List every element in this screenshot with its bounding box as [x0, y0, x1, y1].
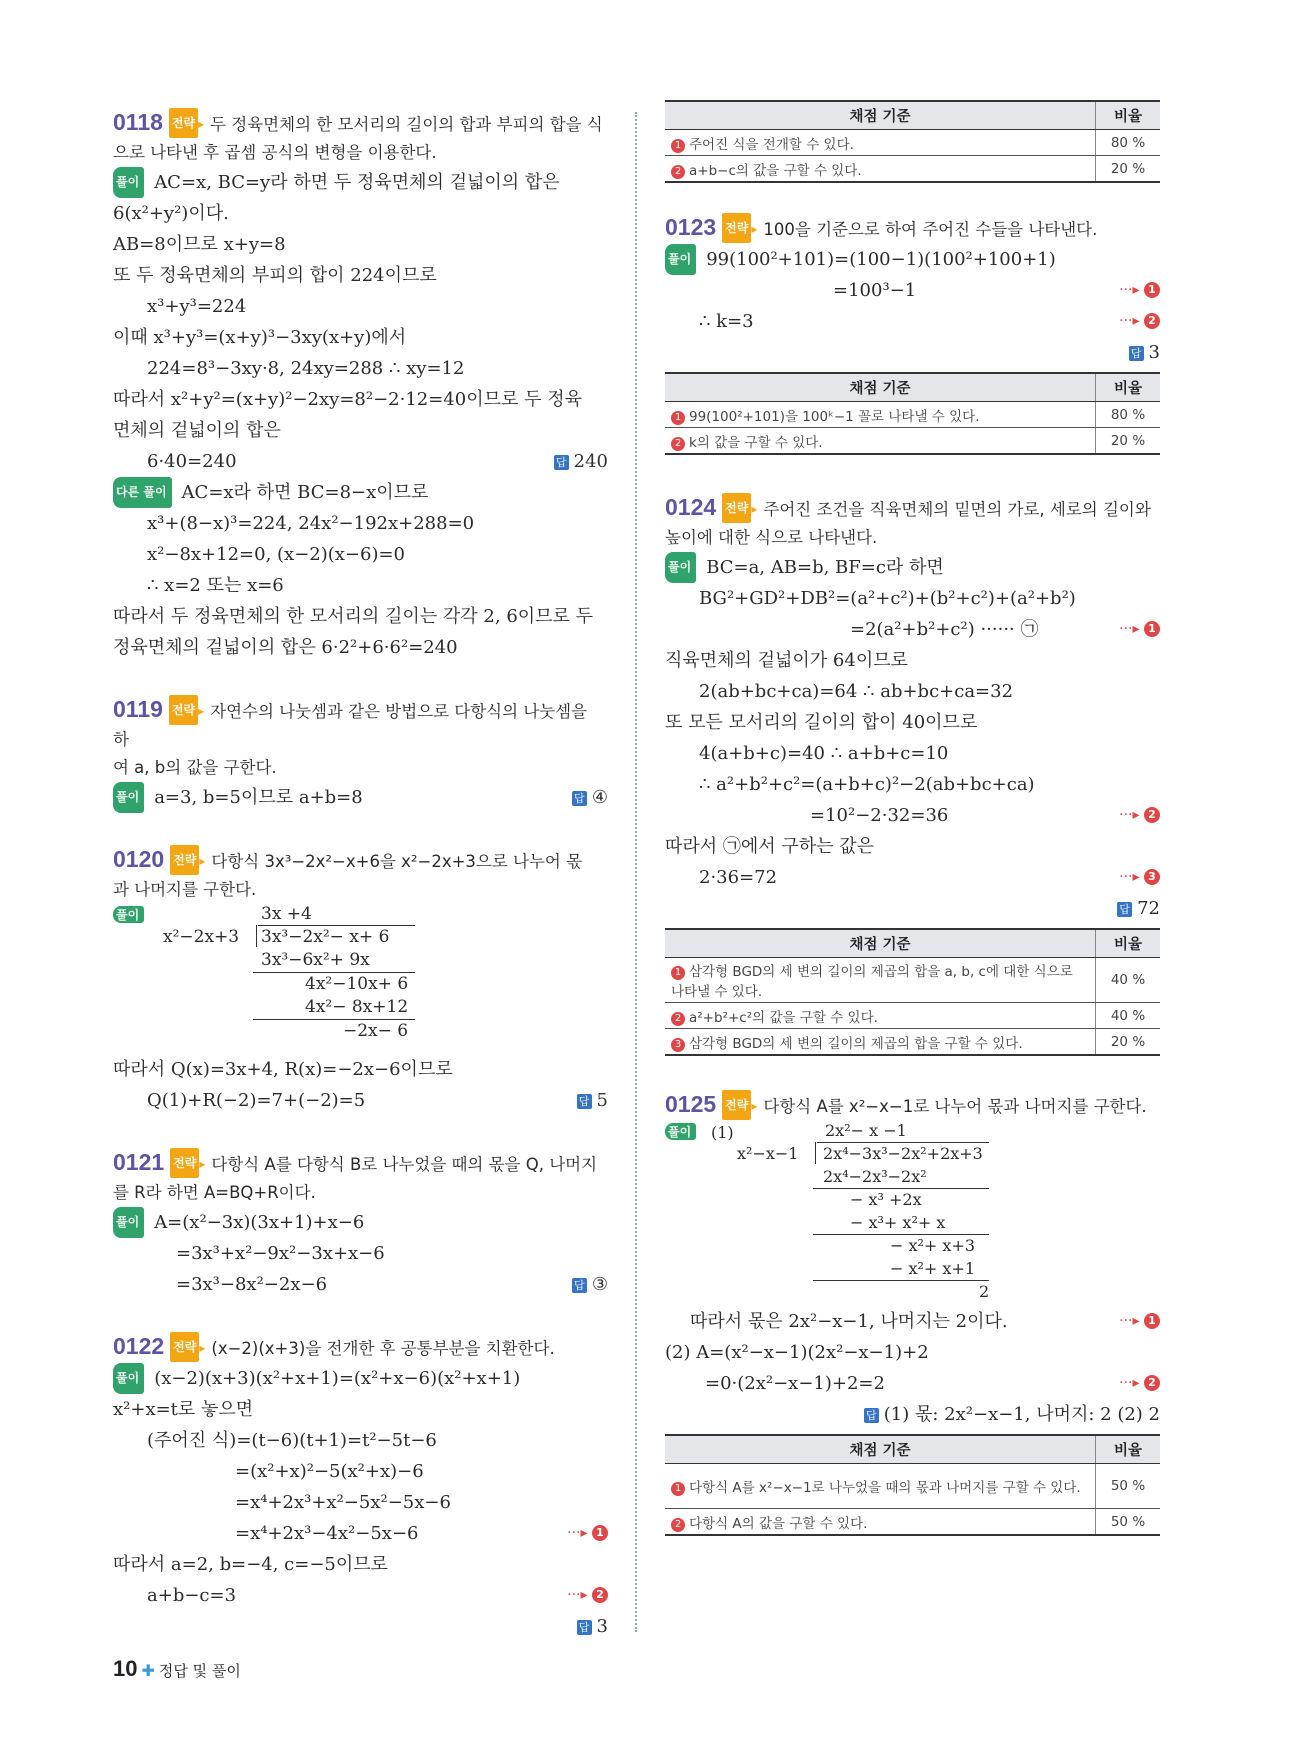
step-mark-2 [1119, 800, 1160, 831]
grading-table-0123 [665, 372, 1160, 455]
dots-icon: ···▸ [567, 1525, 588, 1541]
dots-icon: ···▸ [1119, 621, 1140, 637]
dividend: 2x⁴−3x³−2x²+2x+3 [823, 1144, 983, 1163]
step-mark-2 [567, 1580, 608, 1611]
step-2-icon: 2 [671, 437, 685, 451]
page-footer [113, 1656, 241, 1682]
arrow-icon: ▸ [199, 1157, 206, 1171]
alt-solution-tag: 다른 풀이 [113, 477, 172, 508]
answer-value: ③ [591, 1274, 608, 1295]
step-2-icon: 2 [671, 1518, 685, 1532]
strategy-text: 여 a, b의 값을 구한다. [113, 758, 277, 777]
grading-pct: 20 % [1096, 156, 1161, 183]
plus-icon: ✚ [141, 1663, 155, 1680]
grading-header-pct: 비율 [1096, 929, 1161, 958]
step-mark-2 [1119, 306, 1160, 337]
grading-header: 채점 기준 [665, 101, 1096, 130]
problem-0118 [113, 108, 608, 663]
solution-line: =3x³+x²−9x²−3x+x−6 [176, 1243, 385, 1264]
solution-line: BC=a, AB=b, BF=c라 하면 [706, 557, 944, 578]
solution-tag: 풀이 [665, 552, 696, 583]
step-1-icon: 1 [671, 1482, 685, 1496]
grading-header-pct: 비율 [1096, 1435, 1161, 1464]
solution-tag: 풀이 [113, 906, 144, 923]
step-mark-1 [1119, 614, 1160, 645]
solution-line: a=3, b=5이므로 a+b=8 [154, 787, 363, 808]
dots-icon: ···▸ [1119, 1313, 1140, 1329]
solution-line: (x−2)(x+3)(x²+x+1)=(x²+x−6)(x²+x+1) [154, 1368, 521, 1389]
problem-0121 [113, 1148, 608, 1300]
problem-number: 0125 [665, 1091, 717, 1117]
solution-line: 2(ab+bc+ca)=64 ∴ ab+bc+ca=32 [699, 681, 1014, 702]
strategy-text: 100을 기준으로 하여 주어진 수들을 나타낸다. [763, 220, 1098, 239]
solution-line: 또 모든 모서리의 길이의 합이 40이므로 [665, 712, 978, 733]
grading-header-pct: 비율 [1096, 373, 1161, 402]
answer-icon: 답 [572, 791, 587, 806]
problem-0120 [113, 845, 608, 1116]
solution-tag: 풀이 [113, 167, 144, 198]
divisor: x²−2x+3 [163, 927, 240, 947]
strategy-text: 으로 나타낸 후 곱셈 공식의 변형을 이용한다. [113, 143, 437, 162]
strategy-text: 다항식 A를 다항식 B로 나누었을 때의 몫을 Q, 나머지 [211, 1155, 598, 1174]
solution-line: 이때 x³+y³=(x+y)³−3xy(x+y)에서 [113, 327, 407, 348]
step-mark-1 [567, 1518, 608, 1549]
step-1-icon: 1 [1144, 1313, 1160, 1329]
answer-icon: 답 [864, 1408, 879, 1423]
problem-0123 [665, 213, 1160, 368]
grading-pct: 40 % [1096, 958, 1161, 1003]
division-row: 2 [979, 1282, 990, 1301]
grading-criterion: 99(100²+101)을 100ᵏ−1 꼴로 나타낼 수 있다. [689, 408, 980, 425]
answer-value: 3 [596, 1616, 608, 1637]
left-column [113, 108, 608, 1674]
strategy-text: 높이에 대한 식으로 나타낸다. [665, 528, 878, 547]
grading-pct: 80 % [1096, 130, 1161, 156]
solution-line: ∴ x=2 또는 x=6 [147, 575, 284, 596]
solution-tag: 풀이 [665, 244, 696, 275]
grading-pct: 40 % [1096, 1003, 1161, 1029]
strategy-text: (x−2)(x+3)을 전개한 후 공통부분을 치환한다. [211, 1339, 555, 1358]
solution-line: =(x²+x)²−5(x²+x)−6 [235, 1461, 424, 1482]
grading-criterion: 다항식 A의 값을 구할 수 있다. [689, 1515, 868, 1532]
problem-0122 [113, 1332, 608, 1642]
solution-line: x³+y³=224 [147, 296, 247, 317]
solution-line: 99(100²+101)=(100−1)(100²+100+1) [706, 249, 1056, 270]
solution-tag: 풀이 [113, 1363, 144, 1394]
answer-value: ④ [591, 787, 608, 808]
arrow-icon: ▸ [198, 704, 205, 718]
step-1-icon: 1 [1144, 282, 1160, 298]
answer-icon: 답 [554, 455, 569, 470]
solution-line: 224=8³−3xy·8, 24xy=288 ∴ xy=12 [147, 358, 465, 379]
solution-line: x²+x=t로 놓으면 [113, 1399, 254, 1420]
division-row: 2x⁴−2x³−2x² [823, 1167, 927, 1186]
arrow-icon: ▸ [199, 854, 206, 868]
step-1-icon: 1 [671, 966, 685, 980]
solution-line: 따라서 몫은 2x²−x−1, 나머지는 2이다. [690, 1311, 1008, 1332]
division-row: − x³ +2x [850, 1190, 922, 1209]
answer-value: 3 [1148, 342, 1160, 363]
column-divider [635, 112, 637, 1632]
step-1-icon: 1 [671, 139, 685, 153]
solution-line: Q(1)+R(−2)=7+(−2)=5 [147, 1090, 366, 1111]
answer-value: 72 [1137, 898, 1160, 919]
problem-number: 0123 [665, 214, 717, 240]
solution-line: x²−8x+12=0, (x−2)(x−6)=0 [147, 544, 406, 565]
answer [572, 782, 608, 813]
arrow-icon: ▸ [751, 222, 758, 236]
solution-line: =x⁴+2x³+x²−5x²−5x−6 [235, 1492, 451, 1513]
step-mark-3 [1119, 862, 1160, 893]
division-row: − x²+ x+1 [890, 1259, 976, 1278]
solution-tag: 풀이 [113, 1207, 144, 1238]
dots-icon: ···▸ [1119, 313, 1140, 329]
division-row: −2x− 6 [343, 1021, 409, 1041]
arrow-icon: ▸ [751, 502, 758, 516]
problem-0125 [665, 1090, 1160, 1430]
solution-line: AB=8이므로 x+y=8 [113, 234, 286, 255]
division-row: 3x³−6x²+ 9x [261, 950, 370, 970]
problem-0119 [113, 695, 608, 813]
grading-header: 채점 기준 [665, 373, 1096, 402]
step-2-icon: 2 [671, 165, 685, 179]
solution-line: 따라서 x²+y²=(x+y)²−2xy=8²−2·12=40이므로 두 정육 [113, 389, 582, 410]
solution-line: =0·(2x²−x−1)+2=2 [705, 1373, 885, 1394]
grading-criterion: a+b−c의 값을 구할 수 있다. [689, 162, 862, 179]
answer-icon: 답 [572, 1278, 587, 1293]
problem-number: 0124 [665, 494, 717, 520]
grading-table-0122 [665, 100, 1160, 183]
long-division [665, 1121, 1160, 1306]
grading-header: 채점 기준 [665, 1435, 1096, 1464]
grading-pct: 20 % [1096, 428, 1161, 455]
division-row: − x²+ x+3 [890, 1236, 976, 1255]
dots-icon: ···▸ [1119, 807, 1140, 823]
solution-line: a+b−c=3 [147, 1585, 237, 1606]
solution-line: 4(a+b+c)=40 ∴ a+b+c=10 [699, 743, 949, 764]
division-row: 4x²− 8x+12 [305, 997, 409, 1017]
solution-line: 2·36=72 [699, 867, 778, 888]
step-mark-1 [1119, 275, 1160, 306]
step-3-icon: 3 [671, 1038, 685, 1052]
solution-line: =2(a²+b²+c²) ······ ㉠ [850, 619, 1039, 640]
answer-icon: 답 [577, 1094, 592, 1109]
solution-tag: 풀이 [113, 782, 144, 813]
answer [554, 446, 608, 477]
step-2-icon: 2 [1144, 807, 1160, 823]
dividend: 3x³−2x²− x+ 6 [261, 927, 390, 947]
solution-line: 따라서 ㉠에서 구하는 값은 [665, 836, 875, 857]
solution-line: (2) A=(x²−x−1)(2x²−x−1)+2 [665, 1342, 929, 1363]
step-2-icon: 2 [671, 1012, 685, 1026]
step-2-icon: 2 [1144, 1375, 1160, 1391]
answer-value: 240 [573, 451, 608, 472]
solution-line: ∴ k=3 [699, 311, 754, 332]
solution-line: 따라서 Q(x)=3x+4, R(x)=−2x−6이므로 [113, 1059, 453, 1080]
step-2-icon: 2 [592, 1587, 608, 1603]
arrow-icon: ▸ [198, 117, 205, 131]
dots-icon: ···▸ [1119, 1375, 1140, 1391]
grading-criterion: 주어진 식을 전개할 수 있다. [689, 136, 854, 153]
strategy-tag: 전략 [169, 108, 198, 138]
part-label: (1) [711, 1123, 734, 1142]
quotient: 2x²− x −1 [825, 1121, 907, 1140]
grading-criterion: 다항식 A를 x²−x−1로 나누었을 때의 몫과 나머지를 구할 수 있다. [689, 1480, 1081, 1496]
divisor: x²−x−1 [737, 1144, 799, 1163]
division-row: 4x²−10x+ 6 [305, 974, 409, 994]
solution-line: 면체의 겉넓이의 합은 [113, 420, 281, 441]
arrow-icon: ▸ [199, 1341, 206, 1355]
solution-line: ∴ a²+b²+c²=(a+b+c)²−2(ab+bc+ca) [699, 774, 1035, 795]
strategy-tag: 전략 [170, 1332, 199, 1362]
grading-criterion: 삼각형 BGD의 세 변의 길이의 제곱의 합을 a, b, c에 대한 식으로 나타낼 수 있다. [671, 964, 1073, 1000]
quotient: 3x +4 [261, 904, 312, 924]
strategy-tag: 전략 [170, 1148, 199, 1178]
grading-criterion: a²+b²+c²의 값을 구할 수 있다. [689, 1009, 878, 1026]
solution-line: A=(x²−3x)(3x+1)+x−6 [154, 1212, 365, 1233]
dots-icon: ···▸ [567, 1587, 588, 1603]
answer-value: 5 [596, 1090, 608, 1111]
solution-line: 직육면체의 겉넓이가 64이므로 [665, 650, 909, 671]
step-mark-2 [1119, 1368, 1160, 1399]
strategy-text: 두 정육면체의 한 모서리의 길이의 합과 부피의 합을 식 [210, 115, 603, 134]
division-row: − x³+ x²+ x [850, 1213, 946, 1232]
dots-icon: ···▸ [1119, 869, 1140, 885]
solution-line: =3x³−8x²−2x−6 [176, 1274, 328, 1295]
problem-number: 0118 [113, 109, 163, 135]
step-1-icon: 1 [671, 411, 685, 425]
problem-number: 0119 [113, 696, 163, 722]
strategy-text: 다항식 3x³−2x²−x+6을 x²−2x+3으로 나누어 몫 [211, 852, 583, 871]
problem-number: 0121 [113, 1149, 165, 1175]
solution-line: AC=x, BC=y라 하면 두 정육면체의 겉넓이의 합은 [154, 172, 560, 193]
solution-line: x³+(8−x)³=224, 24x²−192x+288=0 [147, 513, 475, 534]
answer [577, 1085, 608, 1116]
problem-number: 0120 [113, 846, 165, 872]
grading-pct: 50 % [1096, 1509, 1161, 1536]
solution-line: 6(x²+y²)이다. [113, 203, 229, 224]
answer [572, 1269, 608, 1300]
grading-table-0125 [665, 1434, 1160, 1536]
strategy-text: 주어진 조건을 직육면체의 밑면의 가로, 세로의 길이와 [763, 500, 1151, 519]
grading-header-pct: 비율 [1096, 101, 1161, 130]
solution-line: (주어진 식)=(t−6)(t+1)=t²−5t−6 [147, 1430, 437, 1451]
solution-line: AC=x라 하면 BC=8−x이므로 [181, 482, 429, 503]
strategy-text: 를 R라 하면 A=BQ+R이다. [113, 1183, 316, 1202]
long-division [113, 904, 608, 1054]
strategy-tag: 전략 [169, 695, 198, 725]
grading-pct: 80 % [1096, 402, 1161, 428]
solution-tag: 풀이 [665, 1123, 696, 1140]
answer-icon: 답 [1117, 902, 1132, 917]
problem-number: 0122 [113, 1333, 165, 1359]
grading-criterion: 삼각형 BGD의 세 변의 길이의 제곱의 합을 구할 수 있다. [689, 1035, 1023, 1052]
problem-0124 [665, 493, 1160, 924]
grading-pct: 20 % [1096, 1029, 1161, 1056]
answer-icon: 답 [577, 1620, 592, 1635]
strategy-tag: 전략 [722, 213, 751, 243]
step-1-icon: 1 [1144, 621, 1160, 637]
solution-line: 정육면체의 겉넓이의 합은 6·2²+6·6²=240 [113, 637, 458, 658]
grading-criterion: k의 값을 구할 수 있다. [689, 434, 823, 451]
answer-icon: 답 [1129, 346, 1144, 361]
dots-icon: ···▸ [1119, 282, 1140, 298]
strategy-tag: 전략 [722, 493, 751, 523]
solution-line: 6·40=240 [147, 451, 237, 472]
solution-line: =10²−2·32=36 [810, 805, 949, 826]
strategy-text: 다항식 A를 x²−x−1로 나누어 몫과 나머지를 구한다. [763, 1097, 1147, 1116]
strategy-tag: 전략 [722, 1090, 751, 1120]
step-1-icon: 1 [592, 1525, 608, 1541]
strategy-tag: 전략 [170, 845, 199, 875]
right-column [665, 100, 1160, 1566]
solution-line: BG²+GD²+DB²=(a²+c²)+(b²+c²)+(a²+b²) [699, 588, 1076, 609]
step-3-icon: 3 [1144, 869, 1160, 885]
grading-header: 채점 기준 [665, 929, 1096, 958]
solution-line: =x⁴+2x³−4x²−5x−6 [235, 1523, 419, 1544]
arrow-icon: ▸ [751, 1099, 758, 1113]
solution-line: 또 두 정육면체의 부피의 합이 224이므로 [113, 265, 437, 286]
footer-title: 정답 및 풀이 [158, 1662, 241, 1680]
step-2-icon: 2 [1144, 313, 1160, 329]
solution-line: 따라서 두 정육면체의 한 모서리의 길이는 각각 2, 6이므로 두 [113, 606, 594, 627]
solution-line: =100³−1 [833, 280, 917, 301]
strategy-text: 자연수의 나눗셈과 같은 방법으로 다항식의 나눗셈을 하 [113, 702, 588, 749]
step-mark-1 [1119, 1306, 1160, 1337]
grading-table-0124 [665, 928, 1160, 1056]
page-number: 10 [113, 1656, 138, 1681]
strategy-text: 과 나머지를 구한다. [113, 880, 257, 899]
solution-line: 따라서 a=2, b=−4, c=−5이므로 [113, 1554, 389, 1575]
grading-pct: 50 % [1096, 1464, 1161, 1509]
answer-value: (1) 몫: 2x²−x−1, 나머지: 2 (2) 2 [883, 1404, 1160, 1425]
